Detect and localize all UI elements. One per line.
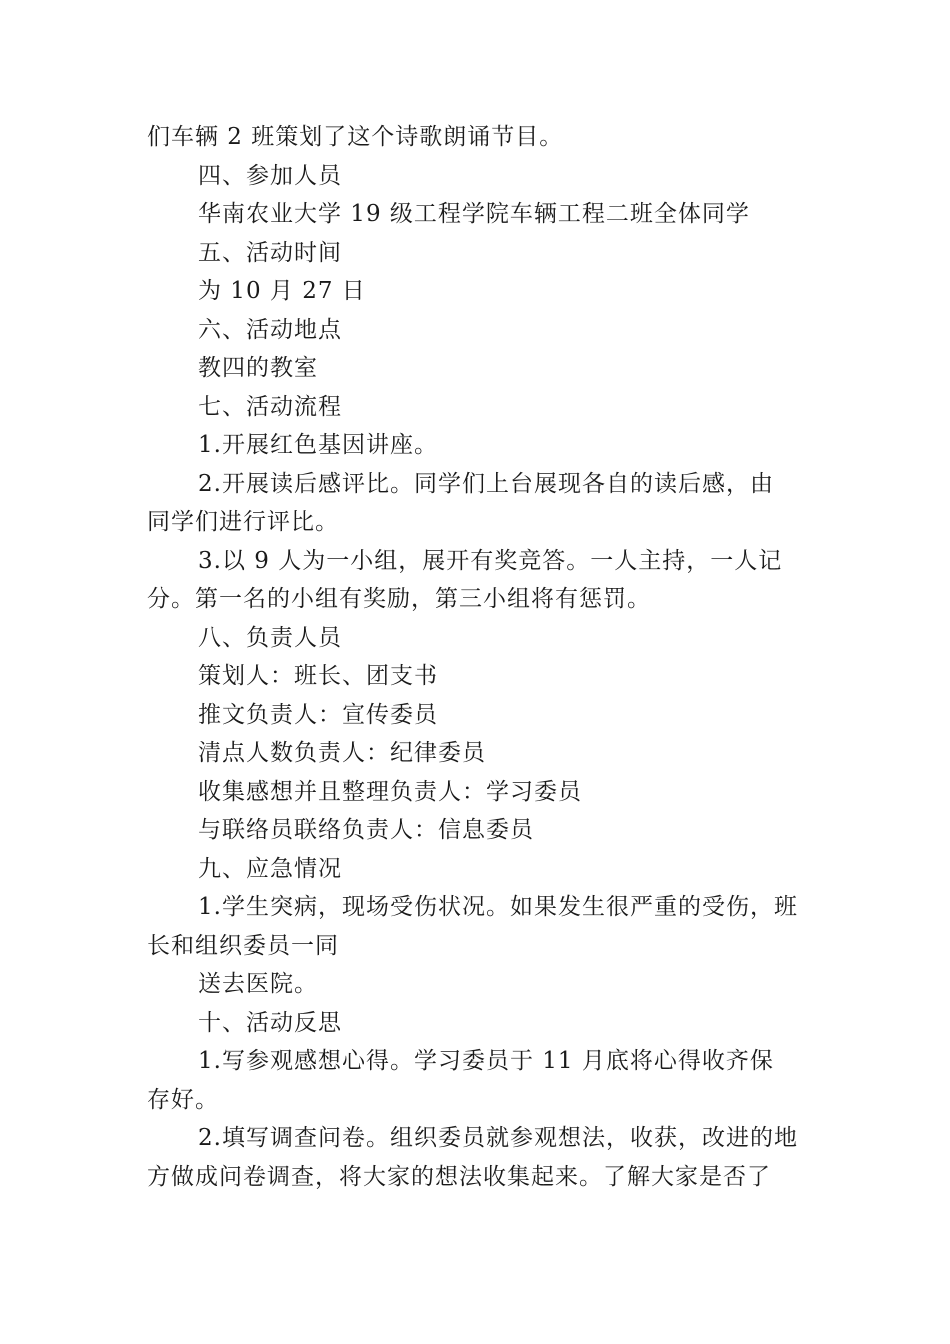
section-heading: 五、活动时间 [198,239,342,266]
text-line: 推文负责人：宣传委员 [198,701,438,728]
text-line: 华南农业大学 19 级工程学院车辆工程二班全体同学 [198,201,750,227]
text-line: 们车辆 2 班策划了这个诗歌朗诵节目。 [147,124,564,150]
text-line: 送去医院。 [198,971,318,997]
text-line: 长和组织委员一同 [147,932,339,959]
list-item: 1.写参观感想心得。学习委员于 11 月底将心得收齐保 [198,1048,774,1074]
section-heading: 十、活动反思 [198,1009,342,1036]
text-line: 策划人：班长、团支书 [198,663,438,689]
list-item: 2.开展读后感评比。同学们上台展现各自的读后感，由 [198,470,774,497]
section-heading: 九、应急情况 [198,855,342,882]
list-item: 2.填写调查问卷。组织委员就参观想法，收获，改进的地 [198,1125,798,1151]
text-line: 与联络员联络负责人：信息委员 [198,817,534,843]
text-line: 收集感想并且整理负责人：学习委员 [198,778,582,805]
text-line: 为 10 月 27 日 [198,278,366,304]
section-heading: 四、参加人员 [198,162,342,189]
text-line: 清点人数负责人：纪律委员 [198,740,486,766]
list-item: 1.开展红色基因讲座。 [198,432,438,458]
text-line: 方做成问卷调查，将大家的想法收集起来。了解大家是否了 [147,1163,771,1190]
section-heading: 八、负责人员 [198,624,342,651]
list-item: 1.学生突病，现场受伤状况。如果发生很严重的受伤，班 [198,894,798,920]
text-line: 分。第一名的小组有奖励，第三小组将有惩罚。 [147,586,651,612]
list-item: 3.以 9 人为一小组，展开有奖竞答。一人主持，一人记 [198,547,783,574]
text-line: 存好。 [147,1086,219,1113]
text-line: 教四的教室 [198,355,318,381]
document-body [147,118,817,1196]
section-heading: 六、活动地点 [198,316,342,343]
section-heading: 七、活动流程 [198,393,342,420]
text-line: 同学们进行评比。 [147,509,339,535]
